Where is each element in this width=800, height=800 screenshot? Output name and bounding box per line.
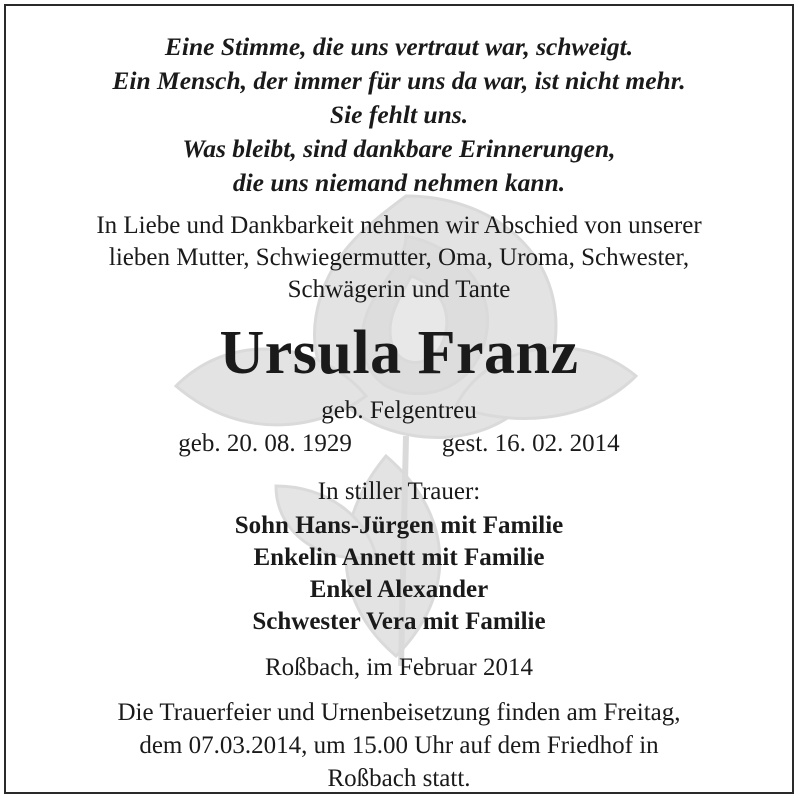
family-list <box>6 510 792 638</box>
poem-line: Eine Stimme, die uns vertraut war, schweigt. <box>164 32 634 61</box>
service-info <box>6 696 792 794</box>
place-date: Roßbach, im Februar 2014 <box>264 654 533 681</box>
death-date: gest. 16. 02. 2014 <box>441 430 620 457</box>
service-line: Die Trauerfeier und Urnenbeisetzung finden am Freitag, <box>117 699 681 726</box>
poem-line: Sie fehlt uns. <box>329 100 469 129</box>
poem <box>6 30 792 200</box>
family-member: Enkel Alexander <box>309 576 489 603</box>
life-dates <box>6 428 792 460</box>
intro-line: lieben Mutter, Schwiegermutter, Oma, Uroma, Schwester, <box>108 244 690 271</box>
family-member: Sohn Hans-Jürgen mit Familie <box>234 512 564 539</box>
family-member: Enkelin Annett mit Familie <box>253 544 545 571</box>
birth-date: geb. 20. 08. 1929 <box>178 430 352 457</box>
family-member: Schwester Vera mit Familie <box>252 608 546 635</box>
obituary-notice <box>4 4 794 794</box>
deceased-name: Ursula Franz <box>219 319 579 387</box>
notice-content <box>6 6 792 794</box>
intro-line: Schwägerin und Tante <box>287 276 511 303</box>
poem-line: Was bleibt, sind dankbare Erinnerungen, <box>182 134 616 163</box>
intro-text <box>6 210 792 306</box>
poem-line: Ein Mensch, der immer für uns da war, ist nicht mehr. <box>112 66 686 95</box>
service-line: Roßbach statt. <box>327 765 471 792</box>
service-line: dem 07.03.2014, um 15.00 Uhr auf dem Friedhof in <box>139 732 659 759</box>
mourning-heading: In stiller Trauer: <box>317 478 481 505</box>
maiden-name: geb. Felgentreu <box>321 397 477 424</box>
poem-line: die uns niemand nehmen kann. <box>232 168 566 197</box>
intro-line: In Liebe und Dankbarkeit nehmen wir Abschied von unserer <box>96 212 702 239</box>
